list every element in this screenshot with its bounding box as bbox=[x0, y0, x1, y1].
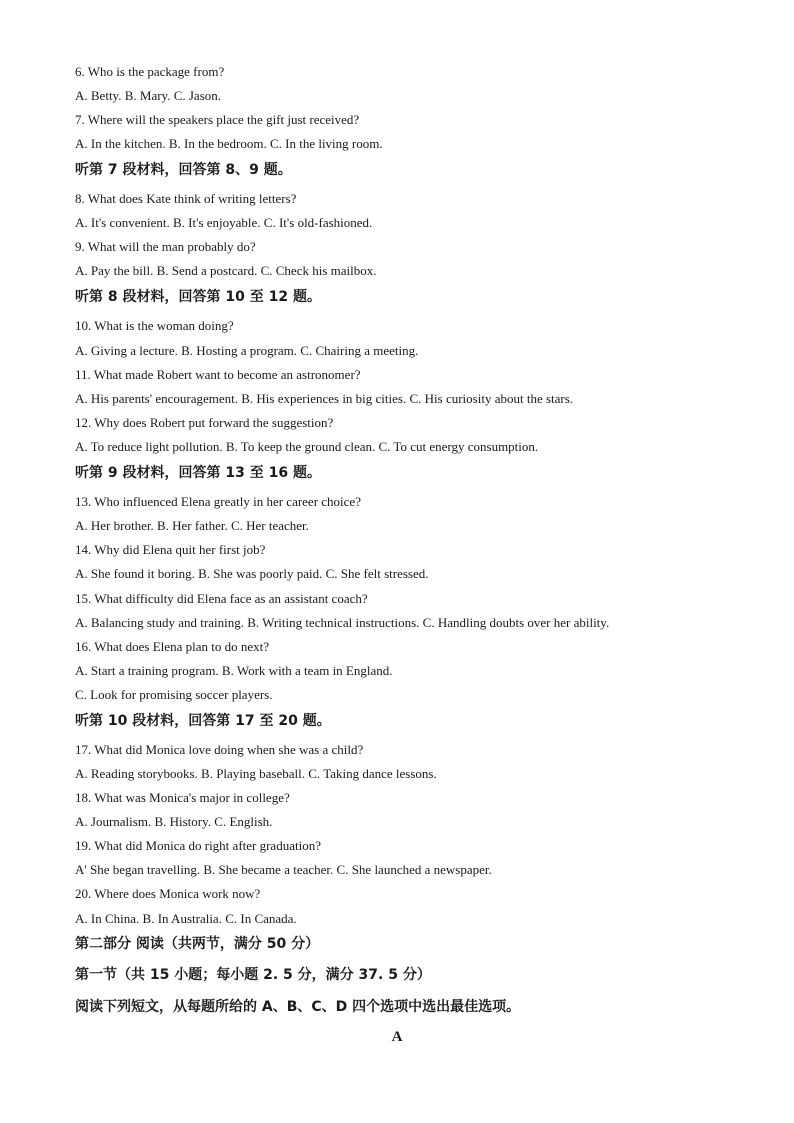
options-19: A' She began travelling. B. She became a teacher. C. She launched a newspaper. bbox=[75, 862, 492, 877]
options-20: A. In China. B. In Australia. C. In Canada. bbox=[75, 911, 297, 926]
question-13: 13. Who influenced Elena greatly in her career choice? bbox=[75, 494, 361, 509]
options-18: A. Journalism. B. History. C. English. bbox=[75, 814, 273, 829]
question-18: 18. What was Monica's major in college? bbox=[75, 790, 290, 805]
section-one-heading: 第一节（共 15 小题；每小题 2. 5 分，满分 37. 5 分） bbox=[75, 967, 431, 983]
options-12: A. To reduce light pollution. B. To keep the ground clean. C. To cut energy consumption. bbox=[75, 439, 539, 454]
question-7: 7. Where will the speakers place the gift just received? bbox=[75, 112, 360, 127]
question-19: 19. What did Monica do right after graduation? bbox=[75, 838, 321, 853]
section-heading-9: 听第 9 段材料，回答第 13 至 16 题。 bbox=[75, 465, 321, 481]
question-9: 9. What will the man probably do? bbox=[75, 239, 256, 254]
section-heading-7: 听第 7 段材料，回答第 8、9 题。 bbox=[75, 162, 292, 178]
options-16-ab: A. Start a training program. B. Work with a team in England. bbox=[75, 663, 393, 678]
options-10: A. Giving a lecture. B. Hosting a program. C. Chairing a meeting. bbox=[75, 343, 419, 358]
options-11: A. His parents' encouragement. B. His experiences in big cities. C. His curiosity about the stars. bbox=[75, 391, 574, 406]
question-11: 11. What made Robert want to become an astronomer? bbox=[75, 367, 361, 382]
section-heading-10: 听第 10 段材料，回答第 17 至 20 题。 bbox=[75, 713, 331, 729]
question-15: 15. What difficulty did Elena face as an assistant coach? bbox=[75, 591, 368, 606]
options-15: A. Balancing study and training. B. Writing technical instructions. C. Handling doubts over her ability. bbox=[75, 615, 610, 630]
options-13: A. Her brother. B. Her father. C. Her teacher. bbox=[75, 518, 309, 533]
question-10: 10. What is the woman doing? bbox=[75, 318, 234, 333]
options-8: A. It's convenient. B. It's enjoyable. C. It's old-fashioned. bbox=[75, 215, 373, 230]
options-14: A. She found it boring. B. She was poorly paid. C. She felt stressed. bbox=[75, 566, 429, 581]
options-9: A. Pay the bill. B. Send a postcard. C. Check his mailbox. bbox=[75, 263, 377, 278]
question-14: 14. Why did Elena quit her first job? bbox=[75, 542, 266, 557]
question-8: 8. What does Kate think of writing letters? bbox=[75, 191, 297, 206]
options-7: A. In the kitchen. B. In the bedroom. C. In the living room. bbox=[75, 136, 383, 151]
question-17: 17. What did Monica love doing when she was a child? bbox=[75, 742, 364, 757]
reading-instructions: 阅读下列短文，从每题所给的 A、B、C、D 四个选项中选出最佳选项。 bbox=[75, 999, 521, 1015]
part-two-heading: 第二部分 阅读（共两节，满分 50 分） bbox=[75, 936, 320, 952]
question-6: 6. Who is the package from? bbox=[75, 64, 225, 79]
question-16: 16. What does Elena plan to do next? bbox=[75, 639, 269, 654]
passage-label: A bbox=[391, 1029, 403, 1045]
section-heading-8: 听第 8 段材料，回答第 10 至 12 题。 bbox=[75, 289, 321, 305]
question-12: 12. Why does Robert put forward the suggestion? bbox=[75, 415, 334, 430]
options-16-c: C. Look for promising soccer players. bbox=[75, 687, 273, 702]
question-20: 20. Where does Monica work now? bbox=[75, 886, 261, 901]
options-17: A. Reading storybooks. B. Playing baseball. C. Taking dance lessons. bbox=[75, 766, 437, 781]
options-6: A. Betty. B. Mary. C. Jason. bbox=[75, 88, 222, 103]
